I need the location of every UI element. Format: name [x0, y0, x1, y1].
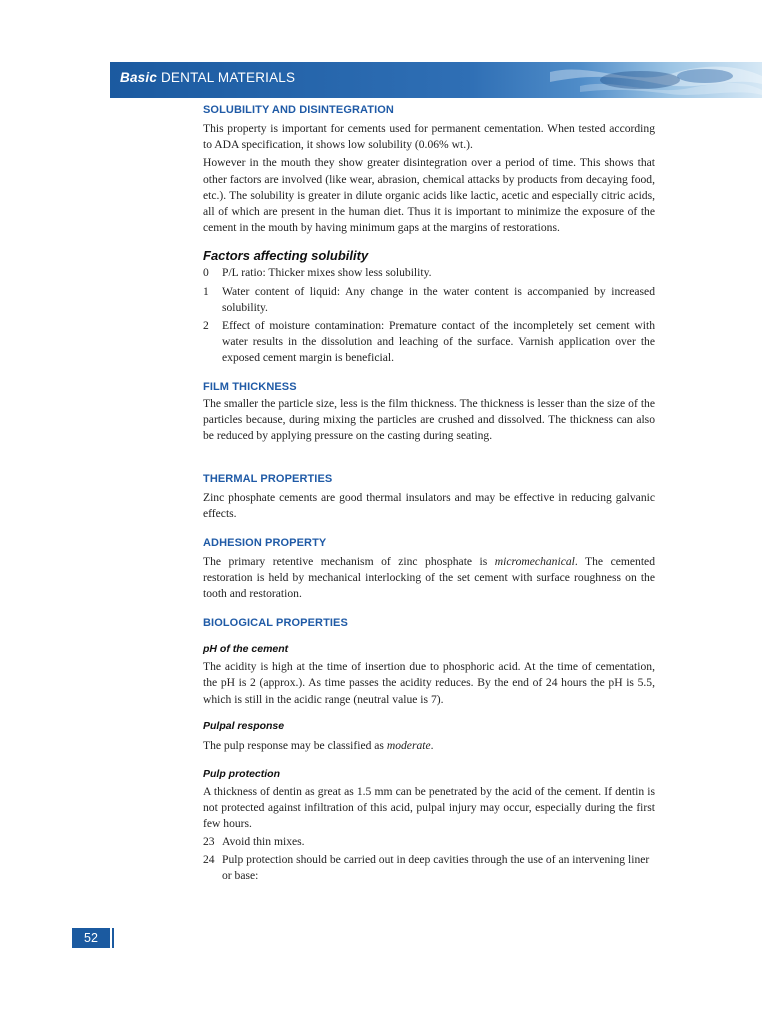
- thermal-paragraph: Zinc phosphate cements are good thermal insulators and may be effective in reducing galvanic effects.: [203, 491, 655, 521]
- page-number-rule: [112, 928, 114, 948]
- page-number: 52: [72, 928, 110, 948]
- header-title-rest: DENTAL MATERIALS: [157, 70, 296, 85]
- header-title: [120, 70, 295, 85]
- heading-film-thickness: FILM THICKNESS: [203, 380, 297, 393]
- heading-ph: pH of the cement: [203, 643, 289, 656]
- heading-thermal: THERMAL PROPERTIES: [203, 473, 333, 486]
- header-decoration: [520, 62, 762, 98]
- list-item: 2 Effect of moisture contamination: Premature contact of the incompletely set cement with water results in the dissolution and leaching of the surface. Varnish application over the exposed cement margin is beneficial.: [203, 319, 655, 365]
- pulpal-response-paragraph: The pulp response may be classified as moderate.: [203, 738, 434, 752]
- pulp-protection-paragraph: A thickness of dentin as great as 1.5 mm can be penetrated by the acid of the cement. If dentin is not protected against infiltration of this acid, pulpal injury may occur, especially during the first few hours.: [203, 785, 655, 831]
- solubility-paragraph-2: However in the mouth they show greater disintegration over a period of time. This shows that other factors are involved (like wear, abrasion, chemical attacks by products from decaying food, etc.). The solubility is greater in dilute organic acids like lactic, acetic and especially citric acids, all of which are present in the human diet. Thus it is important to minimize the exposure of the cement in the mouth by having minimum gaps at the margins of restorations.: [203, 156, 655, 235]
- pulp-protection-list: [203, 834, 655, 885]
- list-item: 0 P/L ratio: Thicker mixes show less solubility.: [203, 266, 432, 280]
- heading-pulp-protection: Pulp protection: [203, 768, 280, 781]
- list-item: 24 Pulp protection should be carried out in deep cavities through the use of an intervening liner or base:: [203, 852, 650, 883]
- solubility-paragraph-1: This property is important for cements used for permanent cementation. When tested according to ADA specification, it shows low solubility (0.06% wt.).: [203, 122, 655, 152]
- film-paragraph: The smaller the particle size, less is the film thickness. The thickness is lesser than the size of the particles because, during mixing the particles are crushed and dissolved. The thickness can also be reduced by applying pressure on the casting during seating.: [203, 396, 655, 443]
- header-title-basic: Basic: [120, 70, 158, 85]
- factors-list: [203, 265, 655, 366]
- page-content: [203, 104, 655, 884]
- heading-solubility: SOLUBILITY AND DISINTEGRATION: [203, 104, 394, 116]
- heading-pulpal-response: Pulpal response: [203, 719, 285, 732]
- list-item: 23 Avoid thin mixes.: [203, 834, 305, 848]
- adhesion-paragraph: The primary retentive mechanism of zinc phosphate is micromechanical. The cemented restoration is held by mechanical interlocking of the set cement with surface roughness on the tooth and restoration.: [203, 554, 655, 601]
- heading-adhesion: ADHESION PROPERTY: [203, 536, 327, 549]
- heading-biological: BIOLOGICAL PROPERTIES: [203, 617, 348, 630]
- heading-factors: Factors affecting solubility: [203, 248, 369, 264]
- ph-paragraph: The acidity is high at the time of insertion due to phosphoric acid. At the time of cementation, the pH is 2 (approx.). As time passes the acidity reduces. By the end of 24 hours the pH is 5.5, which is still in the acidic range (neutral value is 7).: [203, 660, 655, 706]
- list-item: 1 Water content of liquid: Any change in the water content is accompanied by increased solubility.: [203, 284, 655, 314]
